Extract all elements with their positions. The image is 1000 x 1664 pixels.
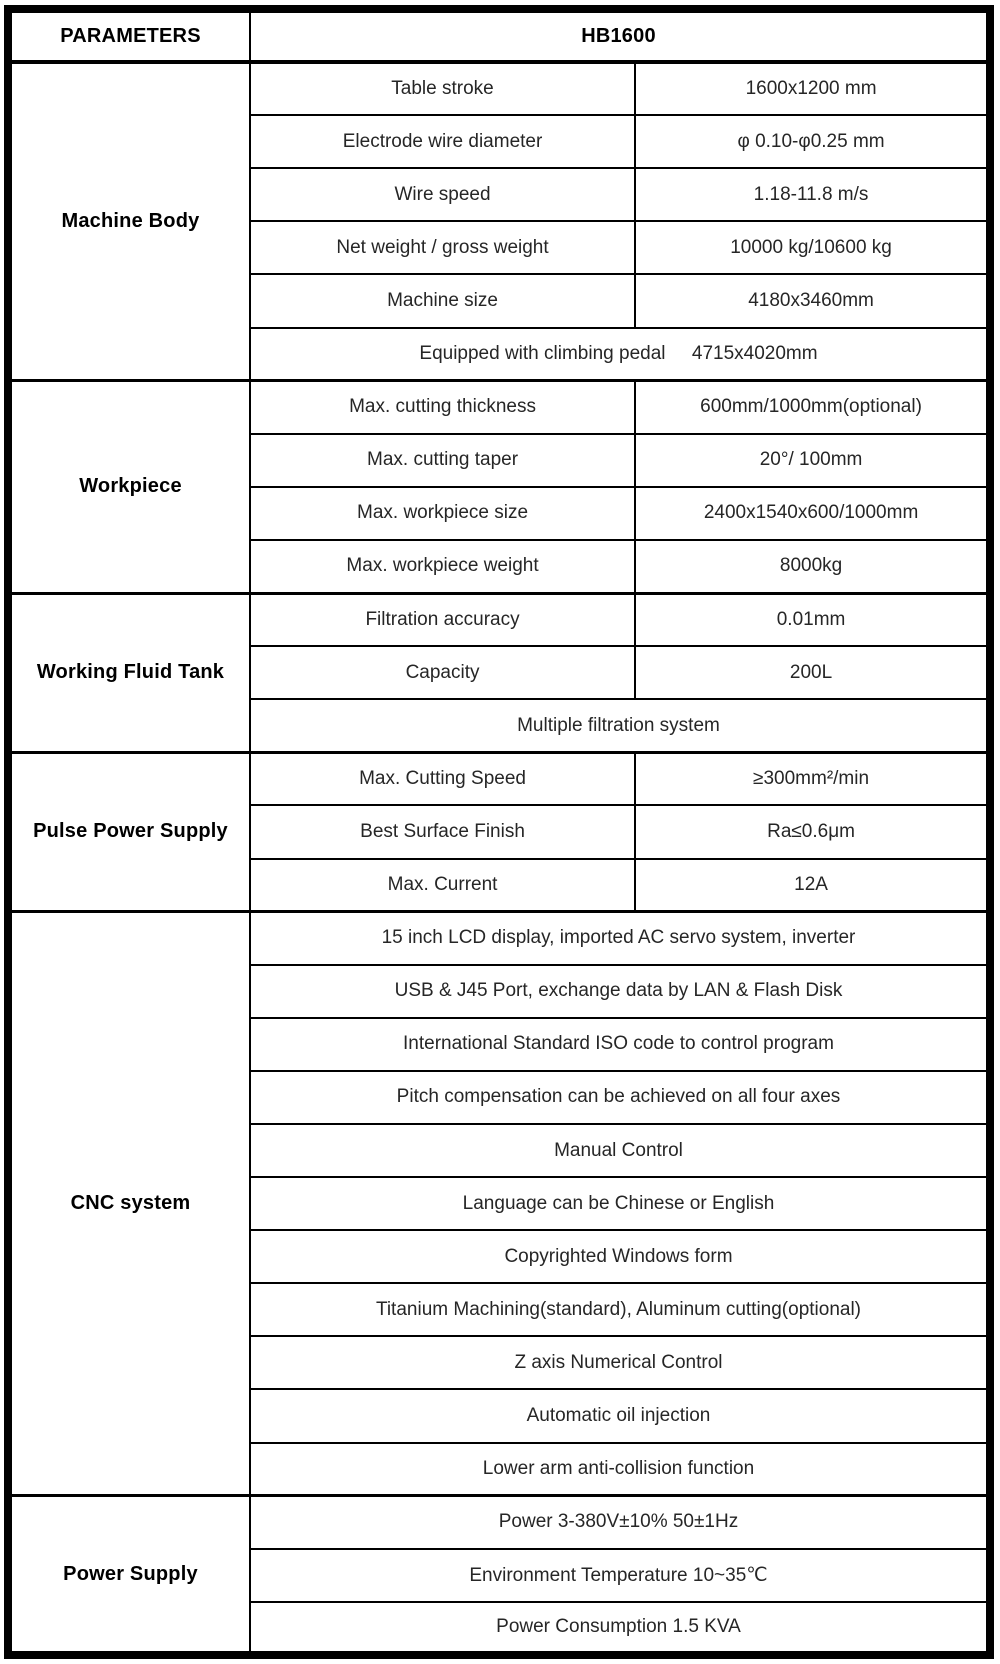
spec-value: 4180x3460mm bbox=[635, 274, 990, 327]
spec-table bbox=[4, 5, 994, 1659]
section-label-workpiece: Workpiece bbox=[8, 381, 250, 593]
spec-merged-cell: Pitch compensation can be achieved on all four axes bbox=[250, 1071, 990, 1124]
section-label-machine-body: Machine Body bbox=[8, 62, 250, 381]
spec-merged-cell: Language can be Chinese or English bbox=[250, 1177, 990, 1230]
spec-value: φ 0.10-φ0.25 mm bbox=[635, 115, 990, 168]
spec-label: Max. Current bbox=[250, 859, 635, 912]
spec-merged-cell: Environment Temperature 10~35℃ bbox=[250, 1549, 990, 1602]
spec-label: Filtration accuracy bbox=[250, 593, 635, 646]
spec-label: Max. workpiece weight bbox=[250, 540, 635, 593]
spec-merged-cell: Automatic oil injection bbox=[250, 1389, 990, 1442]
spec-merged-cell: Lower arm anti-collision function bbox=[250, 1443, 990, 1496]
spec-label: Max. cutting thickness bbox=[250, 381, 635, 434]
spec-value: 1600x1200 mm bbox=[635, 62, 990, 115]
spec-label: Capacity bbox=[250, 646, 635, 699]
model-header: HB1600 bbox=[250, 9, 990, 62]
table-header-row bbox=[8, 9, 990, 62]
section-label-power-supply: Power Supply bbox=[8, 1496, 250, 1655]
spec-merged-cell: Multiple filtration system bbox=[250, 699, 990, 752]
table-row bbox=[8, 593, 990, 646]
spec-value: 10000 kg/10600 kg bbox=[635, 221, 990, 274]
spec-merged-cell: USB & J45 Port, exchange data by LAN & Flash Disk bbox=[250, 965, 990, 1018]
spec-merged-cell: Copyrighted Windows form bbox=[250, 1230, 990, 1283]
spec-label: Max. workpiece size bbox=[250, 487, 635, 540]
section-label-cnc-system: CNC system bbox=[8, 912, 250, 1496]
spec-label: Net weight / gross weight bbox=[250, 221, 635, 274]
spec-value: 1.18-11.8 m/s bbox=[635, 168, 990, 221]
spec-label: Machine size bbox=[250, 274, 635, 327]
spec-value: 8000kg bbox=[635, 540, 990, 593]
spec-label: Table stroke bbox=[250, 62, 635, 115]
spec-merged-cell: Titanium Machining(standard), Aluminum cutting(optional) bbox=[250, 1283, 990, 1336]
spec-value: 20°/ 100mm bbox=[635, 434, 990, 487]
parameters-header: PARAMETERS bbox=[8, 9, 250, 62]
spec-value: 600mm/1000mm(optional) bbox=[635, 381, 990, 434]
table-row bbox=[8, 381, 990, 434]
spec-value: 2400x1540x600/1000mm bbox=[635, 487, 990, 540]
spec-label: Max. cutting taper bbox=[250, 434, 635, 487]
table-row bbox=[8, 1496, 990, 1549]
spec-value: 12A bbox=[635, 859, 990, 912]
spec-merged-cell: International Standard ISO code to control program bbox=[250, 1018, 990, 1071]
spec-merged-cell: Manual Control bbox=[250, 1124, 990, 1177]
table-row bbox=[8, 912, 990, 965]
spec-label: Max. Cutting Speed bbox=[250, 752, 635, 805]
spec-label: Best Surface Finish bbox=[250, 805, 635, 858]
spec-value: 0.01mm bbox=[635, 593, 990, 646]
section-label-working-fluid-tank: Working Fluid Tank bbox=[8, 593, 250, 752]
spec-value: 200L bbox=[635, 646, 990, 699]
table-row bbox=[8, 752, 990, 805]
spec-label: Wire speed bbox=[250, 168, 635, 221]
spec-merged-cell: Z axis Numerical Control bbox=[250, 1336, 990, 1389]
spec-value: Ra≤0.6μm bbox=[635, 805, 990, 858]
table-row bbox=[8, 62, 990, 115]
section-label-pulse-power-supply: Pulse Power Supply bbox=[8, 752, 250, 911]
spec-merged-cell: Equipped with climbing pedal 4715x4020mm bbox=[250, 328, 990, 381]
spec-label: Electrode wire diameter bbox=[250, 115, 635, 168]
spec-merged-cell: Power Consumption 1.5 KVA bbox=[250, 1602, 990, 1655]
spec-merged-cell: Power 3-380V±10% 50±1Hz bbox=[250, 1496, 990, 1549]
spec-merged-cell: 15 inch LCD display, imported AC servo system, inverter bbox=[250, 912, 990, 965]
spec-value: ≥300mm²/min bbox=[635, 752, 990, 805]
